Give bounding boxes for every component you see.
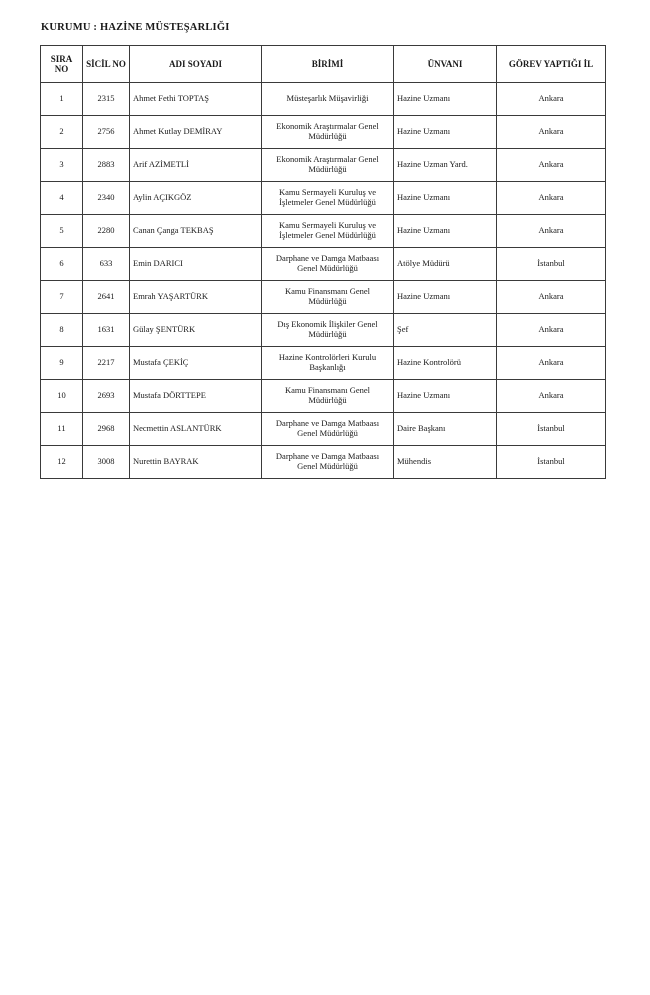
table-row [41,413,606,446]
cell-sira-no: 4 [41,182,83,215]
cell-adi-soyadi: Nurettin BAYRAK [130,446,262,479]
cell-sira-no: 1 [41,83,83,116]
header-unvani: ÜNVANI [394,46,497,83]
table-row [41,182,606,215]
cell-gorev-il: İstanbul [497,446,606,479]
cell-unvani: Şef [394,314,497,347]
table-row [41,149,606,182]
table-row [41,116,606,149]
cell-sira-no: 8 [41,314,83,347]
table-row [41,83,606,116]
cell-birimi: Ekonomik Araştırmalar Genel Müdürlüğü [262,149,394,182]
table-row [41,215,606,248]
cell-birimi: Müsteşarlık Müşavirliği [262,83,394,116]
cell-gorev-il: Ankara [497,116,606,149]
cell-adi-soyadi: Ahmet Kutlay DEMİRAY [130,116,262,149]
cell-unvani: Hazine Kontrolörü [394,347,497,380]
header-adi-soyadi: ADI SOYADI [130,46,262,83]
cell-birimi: Kamu Sermayeli Kuruluş ve İşletmeler Genel Müdürlüğü [262,215,394,248]
cell-sira-no: 5 [41,215,83,248]
cell-adi-soyadi: Emin DARICI [130,248,262,281]
cell-sicil-no: 3008 [83,446,130,479]
cell-gorev-il: İstanbul [497,413,606,446]
cell-gorev-il: Ankara [497,182,606,215]
cell-gorev-il: Ankara [497,380,606,413]
cell-birimi: Hazine Kontrolörleri Kurulu Başkanlığı [262,347,394,380]
personnel-table [40,45,606,479]
cell-gorev-il: Ankara [497,215,606,248]
cell-sicil-no: 633 [83,248,130,281]
cell-adi-soyadi: Aylin AÇIKGÖZ [130,182,262,215]
cell-birimi: Dış Ekonomik İlişkiler Genel Müdürlüğü [262,314,394,347]
cell-birimi: Kamu Finansmanı Genel Müdürlüğü [262,281,394,314]
cell-unvani: Daire Başkanı [394,413,497,446]
cell-adi-soyadi: Ahmet Fethi TOPTAŞ [130,83,262,116]
cell-gorev-il: Ankara [497,149,606,182]
cell-sira-no: 6 [41,248,83,281]
table-row [41,446,606,479]
cell-unvani: Hazine Uzmanı [394,215,497,248]
cell-unvani: Hazine Uzmanı [394,83,497,116]
table-row [41,248,606,281]
cell-gorev-il: Ankara [497,83,606,116]
table-row [41,314,606,347]
cell-sira-no: 9 [41,347,83,380]
cell-unvani: Hazine Uzmanı [394,281,497,314]
cell-gorev-il: Ankara [497,347,606,380]
cell-sira-no: 3 [41,149,83,182]
cell-sicil-no: 2883 [83,149,130,182]
cell-sicil-no: 2693 [83,380,130,413]
table-row [41,380,606,413]
document-title: KURUMU : HAZİNE MÜSTEŞARLIĞI [41,22,230,33]
table-row [41,281,606,314]
cell-adi-soyadi: Mustafa ÇEKİÇ [130,347,262,380]
cell-sira-no: 11 [41,413,83,446]
header-gorev-il: GÖREV YAPTIĞI İL [497,46,606,83]
cell-sicil-no: 2280 [83,215,130,248]
cell-adi-soyadi: Gülay ŞENTÜRK [130,314,262,347]
cell-adi-soyadi: Canan Çanga TEKBAŞ [130,215,262,248]
cell-adi-soyadi: Emrah YAŞARTÜRK [130,281,262,314]
cell-unvani: Mühendis [394,446,497,479]
cell-birimi: Darphane ve Damga Matbaası Genel Müdürlüğü [262,446,394,479]
cell-birimi: Darphane ve Damga Matbaası Genel Müdürlüğü [262,248,394,281]
header-birimi: BİRİMİ [262,46,394,83]
cell-sira-no: 2 [41,116,83,149]
cell-birimi: Ekonomik Araştırmalar Genel Müdürlüğü [262,116,394,149]
cell-sicil-no: 2641 [83,281,130,314]
cell-unvani: Hazine Uzman Yard. [394,149,497,182]
cell-birimi: Kamu Sermayeli Kuruluş ve İşletmeler Genel Müdürlüğü [262,182,394,215]
cell-birimi: Darphane ve Damga Matbaası Genel Müdürlüğü [262,413,394,446]
table-header-row [41,46,606,83]
cell-sicil-no: 2756 [83,116,130,149]
cell-sicil-no: 1631 [83,314,130,347]
cell-sira-no: 7 [41,281,83,314]
cell-sicil-no: 2340 [83,182,130,215]
cell-unvani: Hazine Uzmanı [394,116,497,149]
header-sicil-no: SİCİL NO [83,46,130,83]
cell-gorev-il: İstanbul [497,248,606,281]
cell-sicil-no: 2217 [83,347,130,380]
cell-unvani: Hazine Uzmanı [394,380,497,413]
cell-adi-soyadi: Necmettin ASLANTÜRK [130,413,262,446]
cell-birimi: Kamu Finansmanı Genel Müdürlüğü [262,380,394,413]
cell-unvani: Atölye Müdürü [394,248,497,281]
table-row [41,347,606,380]
cell-sicil-no: 2315 [83,83,130,116]
cell-gorev-il: Ankara [497,281,606,314]
cell-adi-soyadi: Arif AZİMETLİ [130,149,262,182]
cell-sicil-no: 2968 [83,413,130,446]
cell-sira-no: 12 [41,446,83,479]
cell-gorev-il: Ankara [497,314,606,347]
header-sira-no: SIRA NO [41,46,83,83]
cell-adi-soyadi: Mustafa DÖRTTEPE [130,380,262,413]
cell-unvani: Hazine Uzmanı [394,182,497,215]
cell-sira-no: 10 [41,380,83,413]
